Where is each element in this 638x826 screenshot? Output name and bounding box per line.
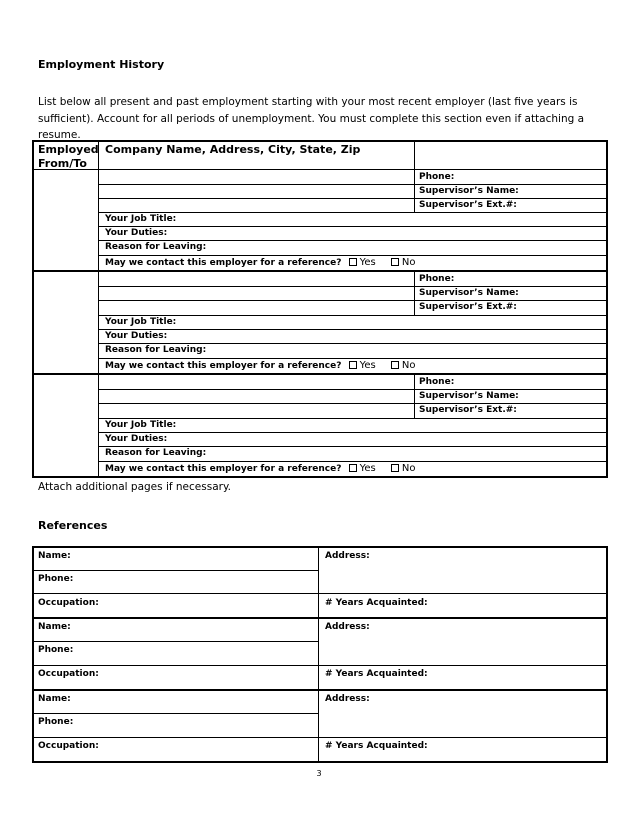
block-separator — [32, 373, 608, 375]
table-divider — [414, 271, 415, 315]
no-label: No — [401, 360, 416, 371]
phone-label: Phone: — [419, 172, 455, 182]
ref-phone-label: Phone: — [38, 717, 74, 727]
yes-checkbox[interactable] — [349, 361, 357, 369]
ref-occupation-label: Occupation: — [38, 598, 99, 608]
supervisor-ext-label: Supervisor’s Ext.#: — [419, 405, 517, 415]
table-border — [606, 546, 608, 763]
duties-label: Your Duties: — [105, 434, 168, 444]
row-line — [98, 403, 608, 404]
job-title-label: Your Job Title: — [105, 317, 177, 327]
ref-address-label: Address: — [325, 622, 370, 632]
row-line — [32, 570, 319, 571]
row-line — [98, 432, 608, 433]
row-line — [98, 418, 608, 419]
yes-checkbox[interactable] — [349, 464, 357, 472]
intro-line: sufficient). Account for all periods of unemployment. You must complete this section even if attaching a — [38, 112, 585, 125]
row-line — [98, 212, 608, 213]
table-divider — [414, 169, 415, 212]
yes-label: Yes — [359, 463, 376, 474]
row-line — [98, 226, 608, 227]
ref-name-label: Name: — [38, 551, 71, 561]
contact-question — [105, 463, 416, 474]
row-line — [98, 389, 608, 390]
block-separator — [32, 270, 608, 272]
row-line — [98, 315, 608, 316]
col-employed-label-2: From/To — [38, 157, 87, 170]
ref-name-label: Name: — [38, 694, 71, 704]
row-line — [98, 240, 608, 241]
row-line — [98, 300, 608, 301]
ref-address-label: Address: — [325, 551, 370, 561]
reason-label: Reason for Leaving: — [105, 242, 207, 252]
no-label: No — [401, 463, 416, 474]
duties-label: Your Duties: — [105, 331, 168, 341]
ref-phone-label: Phone: — [38, 645, 74, 655]
ref-years-label: # Years Acquainted: — [325, 598, 428, 608]
row-line — [98, 184, 608, 185]
contact-question-text: May we contact this employer for a reference? — [105, 361, 342, 371]
job-title-label: Your Job Title: — [105, 420, 177, 430]
ref-years-label: # Years Acquainted: — [325, 669, 428, 679]
row-line — [98, 329, 608, 330]
row-line — [98, 358, 608, 359]
col-company-label: Company Name, Address, City, State, Zip — [105, 143, 361, 156]
row-line — [98, 255, 608, 256]
supervisor-name-label: Supervisor’s Name: — [419, 391, 519, 401]
row-line — [98, 198, 608, 199]
intro-line: List below all present and past employment starting with your most recent employer (last five years is — [38, 96, 578, 108]
reason-label: Reason for Leaving: — [105, 345, 207, 355]
duties-label: Your Duties: — [105, 228, 168, 238]
contact-question-text: May we contact this employer for a reference? — [105, 464, 342, 474]
table-border — [32, 546, 608, 548]
table-divider — [414, 374, 415, 418]
table-border — [32, 546, 34, 763]
supervisor-name-label: Supervisor’s Name: — [419, 186, 519, 196]
no-checkbox[interactable] — [391, 361, 399, 369]
ref-address-label: Address: — [325, 694, 370, 704]
no-label: No — [401, 257, 416, 268]
block-separator — [32, 689, 608, 691]
table-border — [32, 761, 608, 763]
table-border — [606, 140, 608, 478]
ref-phone-label: Phone: — [38, 574, 74, 584]
row-line — [98, 461, 608, 462]
table-border — [32, 476, 608, 478]
no-checkbox[interactable] — [391, 258, 399, 266]
supervisor-ext-label: Supervisor’s Ext.#: — [419, 200, 517, 210]
contact-question — [105, 257, 416, 268]
yes-label: Yes — [359, 360, 376, 371]
block-separator — [32, 617, 608, 619]
row-line — [32, 641, 319, 642]
col-employed-label: Employed — [38, 143, 99, 156]
table-border — [32, 140, 608, 142]
row-line — [32, 593, 608, 594]
table-divider — [414, 140, 415, 170]
phone-label: Phone: — [419, 274, 455, 284]
ref-occupation-label: Occupation: — [38, 669, 99, 679]
employment-heading: Employment History — [38, 58, 165, 71]
row-line — [32, 737, 608, 738]
row-line — [98, 446, 608, 447]
ref-occupation-label: Occupation: — [38, 741, 99, 751]
yes-checkbox[interactable] — [349, 258, 357, 266]
table-border — [32, 140, 34, 478]
intro-line: resume. — [38, 129, 81, 141]
references-heading: References — [38, 519, 108, 532]
phone-label: Phone: — [419, 377, 455, 387]
supervisor-ext-label: Supervisor’s Ext.#: — [419, 302, 517, 312]
row-line — [32, 713, 319, 714]
supervisor-name-label: Supervisor’s Name: — [419, 288, 519, 298]
reason-label: Reason for Leaving: — [105, 448, 207, 458]
ref-name-label: Name: — [38, 622, 71, 632]
ref-years-label: # Years Acquainted: — [325, 741, 428, 751]
row-line — [98, 286, 608, 287]
yes-label: Yes — [359, 257, 376, 268]
table-divider — [318, 546, 319, 762]
attach-note: Attach additional pages if necessary. — [38, 481, 231, 493]
page-number: 3 — [316, 769, 322, 778]
contact-question-text: May we contact this employer for a reference? — [105, 258, 342, 268]
employment-intro — [38, 94, 608, 144]
table-border — [32, 169, 608, 170]
table-divider — [98, 140, 99, 478]
no-checkbox[interactable] — [391, 464, 399, 472]
row-line — [32, 665, 608, 666]
contact-question — [105, 360, 416, 371]
row-line — [98, 343, 608, 344]
job-title-label: Your Job Title: — [105, 214, 177, 224]
